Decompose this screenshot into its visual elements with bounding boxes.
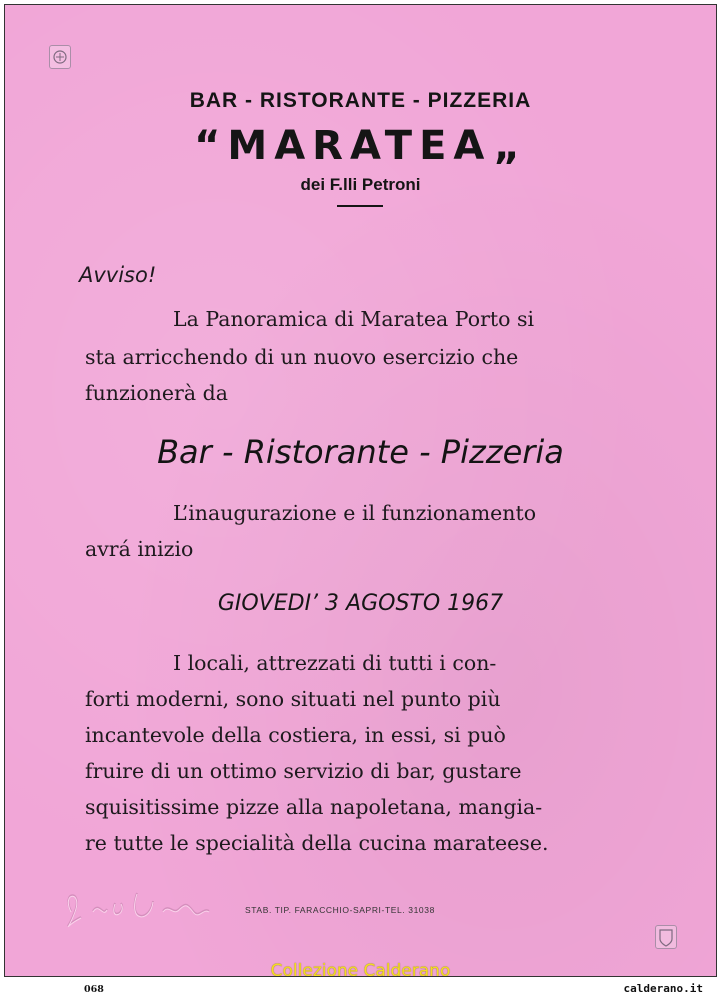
paragraph1-line2: sta arricchendo di un nuovo esercizio che xyxy=(85,345,519,369)
catalog-number: 068 xyxy=(84,984,104,995)
site-url: calderano.it xyxy=(623,982,703,995)
header-business-type: BAR - RISTORANTE - PIZZERIA xyxy=(189,89,532,112)
paragraph3-line6: re tutte le specialità della cucina marateese. xyxy=(85,831,549,855)
notice-heading: Avviso! xyxy=(79,263,157,287)
paragraph1-line1: La Panoramica di Maratea Porto si xyxy=(173,307,535,331)
header-business-name: “MARATEA„ xyxy=(194,123,527,169)
embossed-signature xyxy=(53,881,253,931)
printer-credit: STAB. TIP. FARACCHIO-SAPRI-TEL. 31038 xyxy=(245,905,435,915)
stamp-icon xyxy=(655,925,677,949)
paragraph3-line4: fruire di un ottimo servizio di bar, gustare xyxy=(85,759,522,783)
paragraph3-line1: I locali, attrezzati di tutti i con- xyxy=(173,651,497,675)
owners-underline xyxy=(337,205,383,207)
paragraph1-line3: funzionerà da xyxy=(85,381,228,405)
paragraph3-line2: forti moderni, sono situati nel punto più xyxy=(85,687,501,711)
paragraph3-line5: squisitissime pizze alla napoletana, mangia- xyxy=(85,795,543,819)
notice-title: Bar - Ristorante - Pizzeria xyxy=(157,433,564,471)
paragraph2-line2: avrá inizio xyxy=(85,537,194,561)
collection-watermark: Collezione Calderano xyxy=(270,961,451,977)
document-sheet xyxy=(4,4,717,977)
header-owners: dei F.lli Petroni xyxy=(300,175,421,194)
stamp-icon xyxy=(49,45,71,69)
paragraph3-line3: incantevole della costiera, in essi, si può xyxy=(85,723,506,747)
opening-date: GIOVEDI’ 3 AGOSTO 1967 xyxy=(217,591,504,616)
paragraph2-line1: L’inaugurazione e il funzionamento xyxy=(173,501,537,525)
